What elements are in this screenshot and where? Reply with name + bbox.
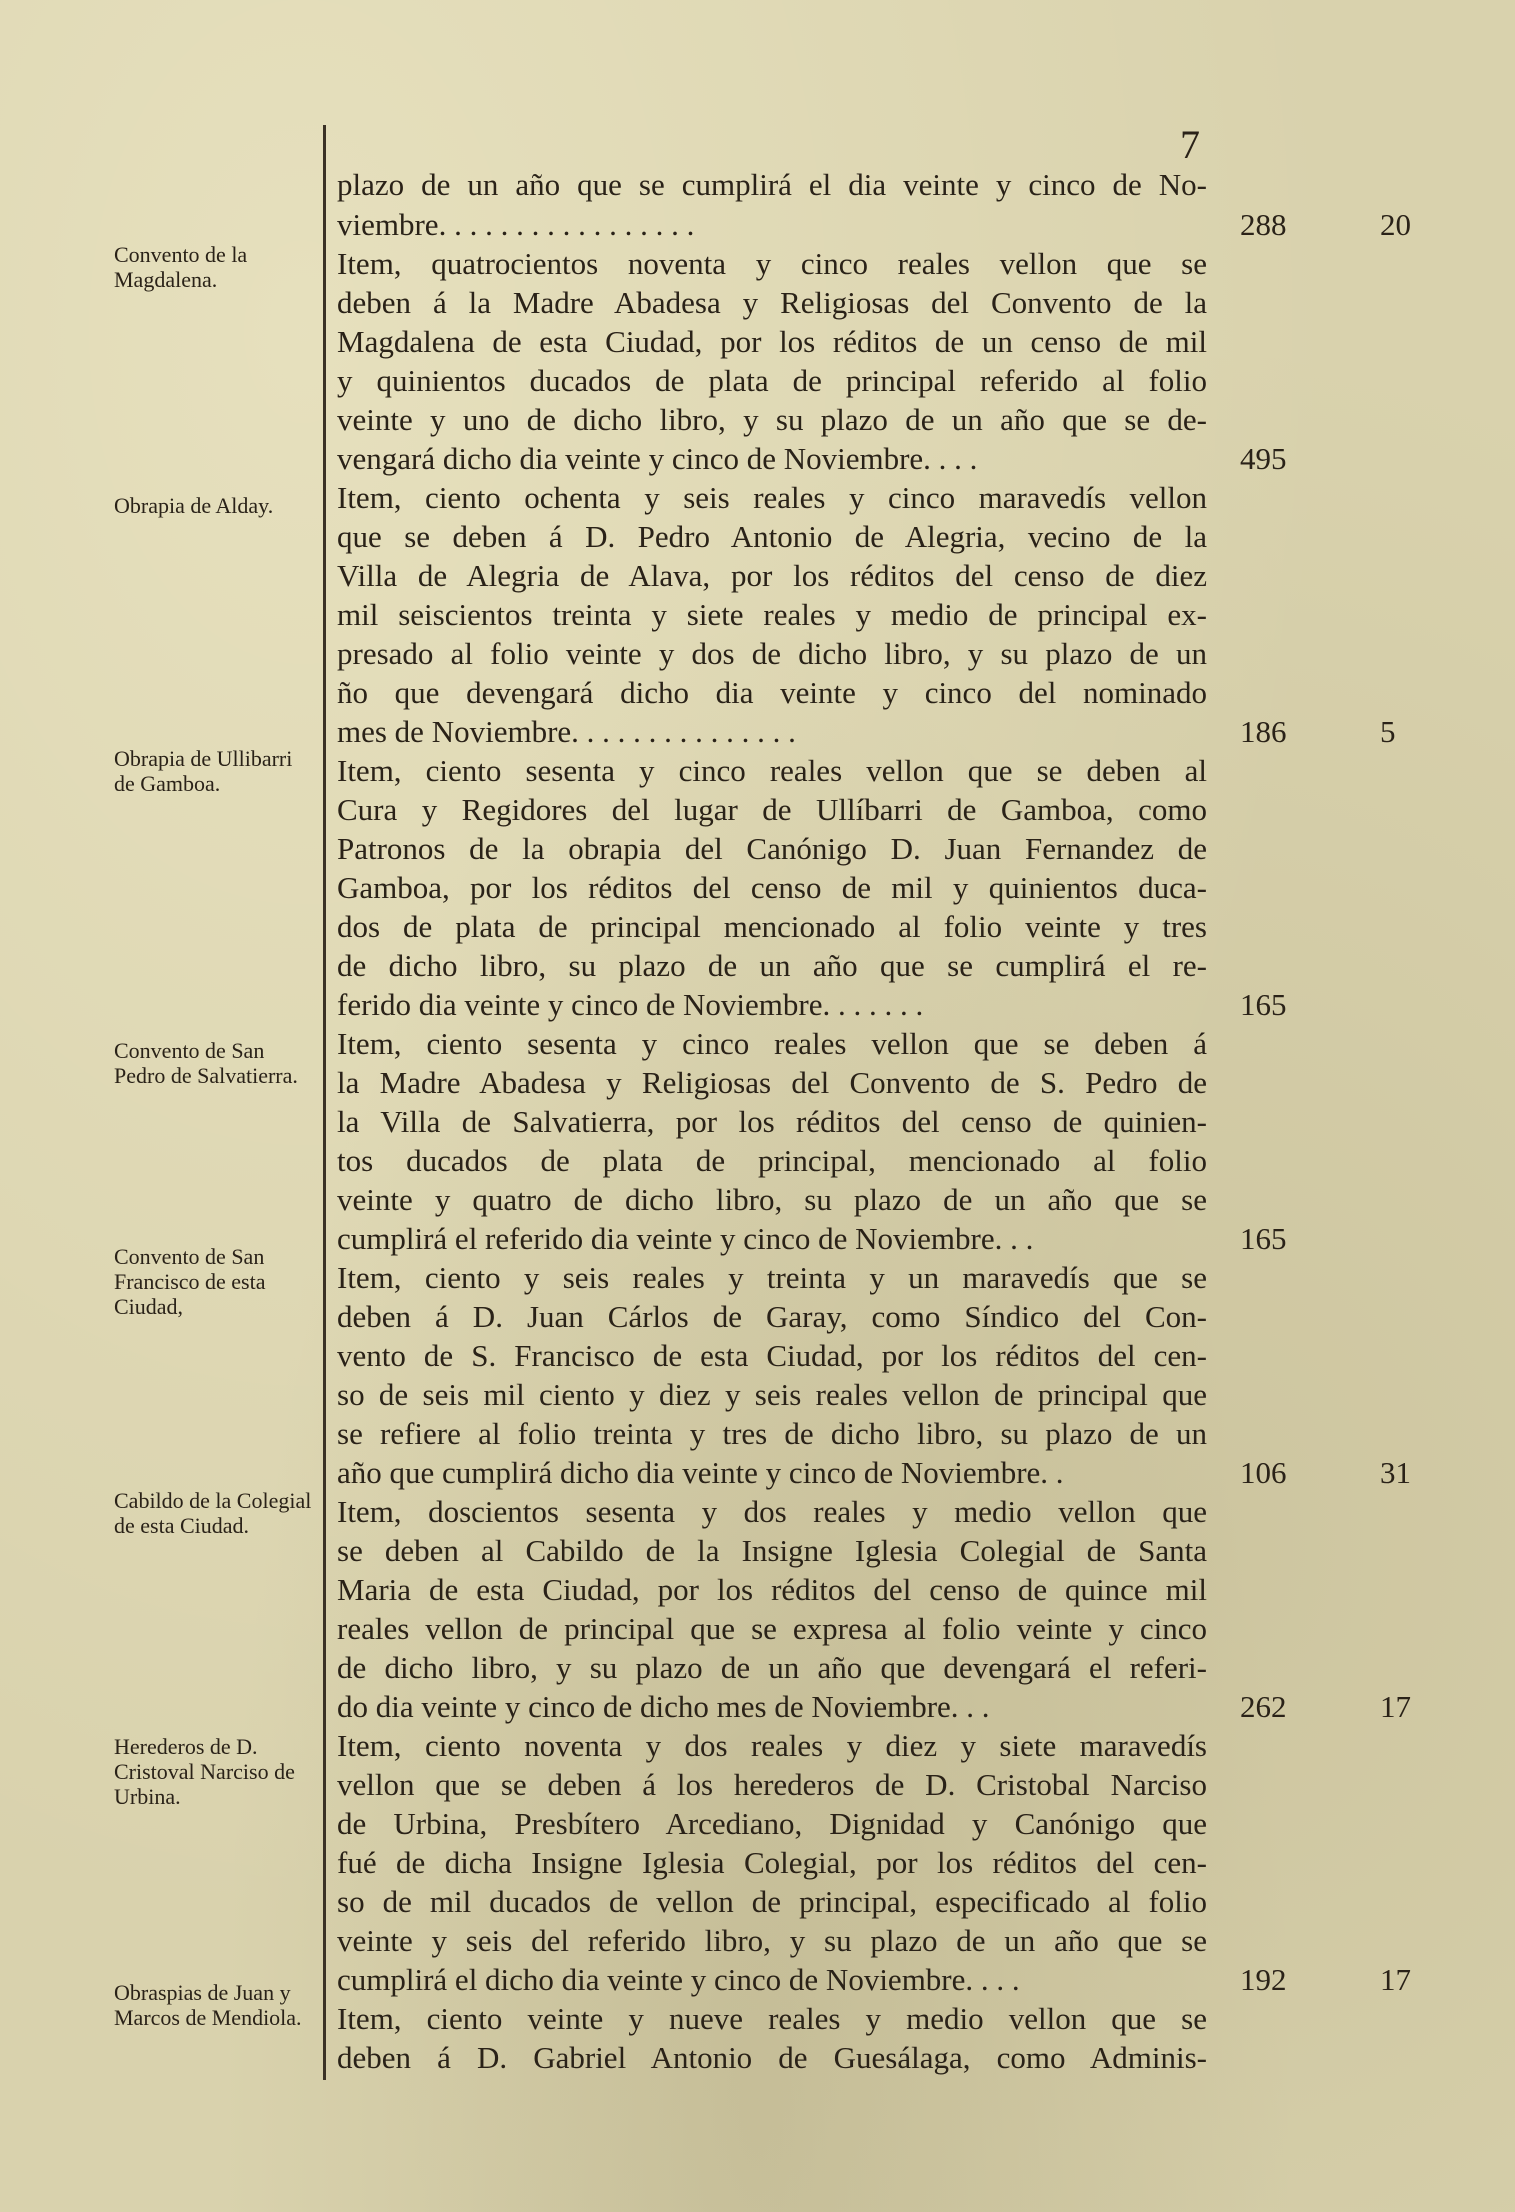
- text-line: veinte y seis del referido libro, y su plazo de un año que se: [337, 1923, 1207, 1958]
- text-line: Villa de Alegria de Alava, por los réditos del censo de diez: [337, 558, 1207, 593]
- text-line: tos ducados de plata de principal, mencionado al folio: [337, 1143, 1207, 1178]
- text-line: plazo de un año que se cumplirá el dia veinte y cinco de No-: [337, 167, 1207, 202]
- text-line: año que cumplirá dicho dia veinte y cinco de Noviembre. .: [337, 1455, 1064, 1490]
- text-line: se deben al Cabildo de la Insigne Iglesia Colegial de Santa: [337, 1533, 1207, 1568]
- text-line: Item, ciento sesenta y cinco reales vellon que se deben al: [337, 753, 1207, 788]
- text-line: fué de dicha Insigne Iglesia Colegial, por los réditos del cen-: [337, 1845, 1207, 1880]
- text-line: de Urbina, Presbítero Arcediano, Dignidad y Canónigo que: [337, 1806, 1207, 1841]
- margin-note-ullibarri: Obrapia de Ullibarri de Gamboa.: [114, 746, 293, 796]
- text-line: la Madre Abadesa y Religiosas del Convento de S. Pedro de: [337, 1065, 1207, 1100]
- text-line: se refiere al folio treinta y tres de dicho libro, su plazo de un: [337, 1416, 1207, 1451]
- text-line: Item, ciento veinte y nueve reales y medio vellon que se: [337, 2001, 1207, 2036]
- text-line: vento de S. Francisco de esta Ciudad, por los réditos del cen-: [337, 1338, 1207, 1373]
- text-line: cumplirá el dicho dia veinte y cinco de Noviembre. . . .: [337, 1962, 1020, 1997]
- text-line: de dicho libro, y su plazo de un año que devengará el referi-: [337, 1650, 1207, 1685]
- text-line: ño que devengará dicho dia veinte y cinco del nominado: [337, 675, 1207, 710]
- amount-reales: 192: [1240, 1962, 1287, 1997]
- text-line: Item, ciento y seis reales y treinta y un maravedís que se: [337, 1260, 1207, 1295]
- text-line: Item, ciento ochenta y seis reales y cinco maravedís vellon: [337, 480, 1207, 515]
- text-line: de dicho libro, su plazo de un año que se cumplirá el re-: [337, 948, 1207, 983]
- margin-note-magdalena: Convento de la Magdalena.: [114, 242, 248, 292]
- amount-entry: [1240, 713, 1480, 751]
- amount-entry: [1240, 206, 1480, 244]
- margin-note-cabildo: Cabildo de la Colegial de esta Ciudad.: [114, 1488, 312, 1538]
- amount-entry: [1240, 440, 1480, 478]
- text-line: vellon que se deben á los herederos de D. Cristobal Narciso: [337, 1767, 1207, 1802]
- text-line: do dia veinte y cinco de dicho mes de Noviembre. . .: [337, 1689, 990, 1724]
- text-line: Item, quatrocientos noventa y cinco reales vellon que se: [337, 246, 1207, 281]
- text-line: Maria de esta Ciudad, por los réditos del censo de quince mil: [337, 1572, 1207, 1607]
- amount-entry: [1240, 1220, 1480, 1258]
- amount-maravedis: 20: [1380, 207, 1411, 242]
- text-line: presado al folio veinte y dos de dicho libro, y su plazo de un: [337, 636, 1207, 671]
- amount-reales: 106: [1240, 1455, 1287, 1490]
- text-line: deben á D. Juan Cárlos de Garay, como Síndico del Con-: [337, 1299, 1207, 1334]
- margin-note-urbina: Herederos de D. Cristoval Narciso de Urbina.: [114, 1734, 295, 1809]
- margin-note-mendiola: Obraspias de Juan y Marcos de Mendiola.: [114, 1980, 302, 2030]
- margin-note-san-francisco: Convento de San Francisco de esta Ciudad,: [114, 1244, 266, 1319]
- amount-reales: 165: [1240, 1221, 1287, 1256]
- text-line: dos de plata de principal mencionado al folio veinte y tres: [337, 909, 1207, 944]
- margin-rule: [323, 125, 326, 2080]
- text-line: deben á D. Gabriel Antonio de Guesálaga, como Adminis-: [337, 2040, 1207, 2075]
- text-line: Patronos de la obrapia del Canónigo D. Juan Fernandez de: [337, 831, 1207, 866]
- text-line: vengará dicho dia veinte y cinco de Noviembre. . . .: [337, 441, 978, 476]
- amount-maravedis: 31: [1380, 1455, 1411, 1490]
- text-line: mes de Noviembre. . . . . . . . . . . . . . .: [337, 714, 796, 749]
- amount-entry: [1240, 1454, 1480, 1492]
- text-line: Item, doscientos sesenta y dos reales y medio vellon que: [337, 1494, 1207, 1529]
- text-line: Item, ciento noventa y dos reales y diez y siete maravedís: [337, 1728, 1207, 1763]
- text-line: Gamboa, por los réditos del censo de mil y quinientos duca-: [337, 870, 1207, 905]
- text-line: y quinientos ducados de plata de principal referido al folio: [337, 363, 1207, 398]
- amount-entry: [1240, 986, 1480, 1024]
- amount-reales: 262: [1240, 1689, 1287, 1724]
- text-line: Item, ciento sesenta y cinco reales vellon que se deben á: [337, 1026, 1207, 1061]
- text-line: reales vellon de principal que se expresa al folio veinte y cinco: [337, 1611, 1207, 1646]
- amount-reales: 495: [1240, 441, 1287, 476]
- amount-reales: 165: [1240, 987, 1287, 1022]
- amount-reales: 186: [1240, 714, 1287, 749]
- text-line: deben á la Madre Abadesa y Religiosas del Convento de la: [337, 285, 1207, 320]
- text-line: ferido dia veinte y cinco de Noviembre. . . . . . .: [337, 987, 924, 1022]
- amount-entry: [1240, 1961, 1480, 1999]
- text-line: viembre. . . . . . . . . . . . . . . . .: [337, 207, 695, 242]
- amount-maravedis: 5: [1380, 714, 1396, 749]
- text-line: mil seiscientos treinta y siete reales y medio de principal ex-: [337, 597, 1207, 632]
- amount-entry: [1240, 1688, 1480, 1726]
- text-line: la Villa de Salvatierra, por los réditos del censo de quinien-: [337, 1104, 1207, 1139]
- text-line: veinte y uno de dicho libro, y su plazo de un año que se de-: [337, 402, 1207, 437]
- amount-maravedis: 17: [1380, 1689, 1411, 1724]
- text-line: Magdalena de esta Ciudad, por los réditos de un censo de mil: [337, 324, 1207, 359]
- text-line: veinte y quatro de dicho libro, su plazo de un año que se: [337, 1182, 1207, 1217]
- text-line: que se deben á D. Pedro Antonio de Alegria, vecino de la: [337, 519, 1207, 554]
- amount-reales: 288: [1240, 207, 1287, 242]
- amount-maravedis: 17: [1380, 1962, 1411, 1997]
- margin-note-alday: Obrapia de Alday.: [114, 493, 274, 518]
- page-number: 7: [1180, 122, 1200, 167]
- margin-note-salvatierra: Convento de San Pedro de Salvatierra.: [114, 1038, 298, 1088]
- text-line: so de seis mil ciento y diez y seis reales vellon de principal que: [337, 1377, 1207, 1412]
- text-line: Cura y Regidores del lugar de Ullíbarri de Gamboa, como: [337, 792, 1207, 827]
- text-line: so de mil ducados de vellon de principal, especificado al folio: [337, 1884, 1207, 1919]
- text-line: cumplirá el referido dia veinte y cinco de Noviembre. . .: [337, 1221, 1034, 1256]
